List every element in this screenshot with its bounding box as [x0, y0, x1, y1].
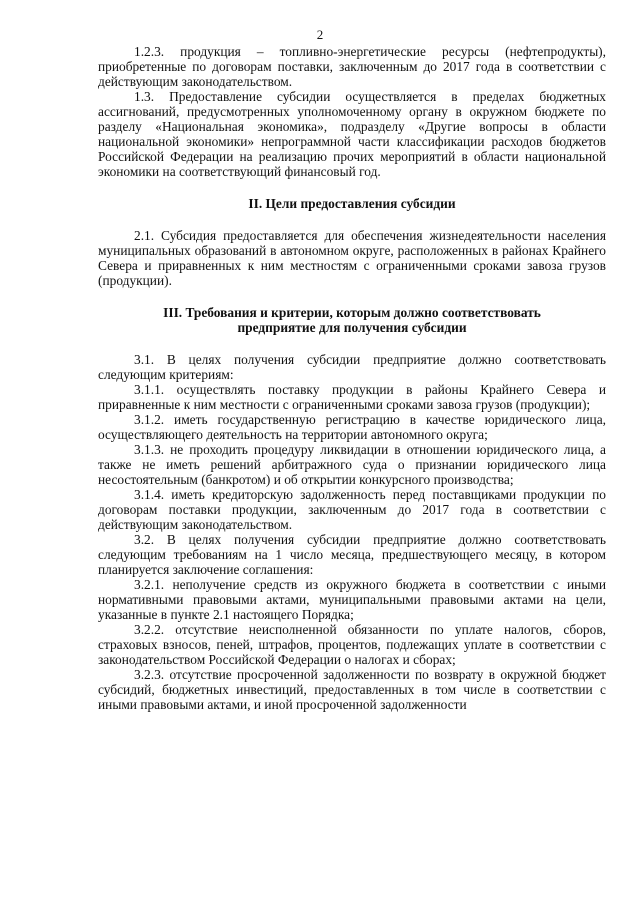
paragraph-3-2-3: 3.2.3. отсутствие просроченной задолженности по возврату в окружной бюджет субсидий, бюджетных инвестиций, предоставленных в том числе в соответствии с иными правовыми актами, и иной просроченной задолженности [98, 667, 606, 712]
paragraph-3-1-1: 3.1.1. осуществлять поставку продукции в районы Крайнего Севера и приравненные к ним местности с ограниченными сроками завоза грузов (продукции); [98, 382, 606, 412]
paragraph-3-2: 3.2. В целях получения субсидии предприятие должно соответствовать следующим требованиям на 1 число месяца, предшествующего месяцу, в котором планируется заключение соглашения: [98, 532, 606, 577]
paragraph-3-1-4: 3.1.4. иметь кредиторскую задолженность перед поставщиками продукции по договорам поставки продукции, заключенным до 2017 года в соответствии с действующим законодательством. [98, 487, 606, 532]
paragraph-3-1: 3.1. В целях получения субсидии предприятие должно соответствовать следующим критериям: [98, 352, 606, 382]
section-3-heading-line-2: предприятие для получения субсидии [237, 320, 467, 335]
paragraph-3-1-2: 3.1.2. иметь государственную регистрацию в качестве юридического лица, осуществляющего деятельность на территории автономного округа; [98, 412, 606, 442]
spacer [98, 288, 606, 305]
document-body [98, 44, 606, 712]
paragraph-3-1-3: 3.1.3. не проходить процедуру ликвидации в отношении юридического лица, а также не иметь решений арбитражного суда о признании юридического лица несостоятельным (банкротом) и об открытии конкурсного производства; [98, 442, 606, 487]
paragraph-1-2-3: 1.2.3. продукция – топливно-энергетические ресурсы (нефтепродукты), приобретенные по договорам поставки, заключенным до 2017 года в соответствии с действующим законодательством. [98, 44, 606, 89]
spacer [98, 211, 606, 228]
paragraph-3-2-1: 3.2.1. неполучение средств из окружного бюджета в соответствии с иными нормативными правовыми актами, муниципальными правовыми актами на цели, указанные в пункте 2.1 настоящего Порядка; [98, 577, 606, 622]
section-3-heading-line-1: III. Требования и критерии, которым должно соответствовать [163, 305, 541, 320]
spacer [98, 335, 606, 352]
spacer [98, 179, 606, 196]
paragraph-1-3: 1.3. Предоставление субсидии осуществляется в пределах бюджетных ассигнований, предусмотренных уполномоченному органу в окружном бюджете по разделу «Национальная экономика», подразделу «Другие вопросы в области национальной экономики» непрограммной части классификации расходов бюджетов Российской Федерации на реализацию прочих мероприятий в области национальной экономики на соответствующий финансовый год. [98, 89, 606, 179]
paragraph-3-2-2: 3.2.2. отсутствие неисполненной обязанности по уплате налогов, сборов, страховых взносов, пеней, штрафов, процентов, подлежащих уплате в соответствии с законодательством Российской Федерации о налогах и сборах; [98, 622, 606, 667]
section-2-heading: II. Цели предоставления субсидии [248, 196, 456, 211]
paragraph-2-1: 2.1. Субсидия предоставляется для обеспечения жизнедеятельности населения муниципальных образований в автономном округе, расположенных в районах Крайнего Севера и приравненных к ним местностям с ограниченными сроками завоза грузов (продукции). [98, 228, 606, 288]
page-number: 2 [316, 27, 324, 42]
